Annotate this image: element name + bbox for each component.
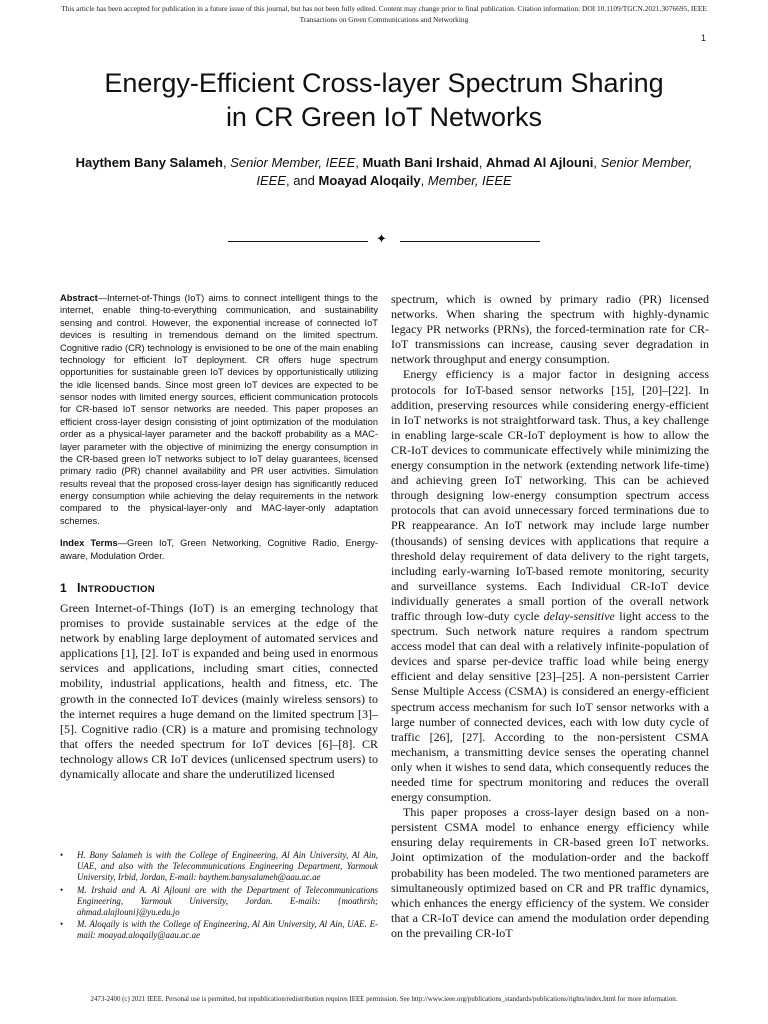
index-terms-text: —Green IoT, Green Networking, Cognitive Radio, Energy-aware, Modulation Order.	[60, 538, 378, 561]
author-footnotes	[60, 850, 378, 943]
section-heading-introduction	[60, 581, 378, 595]
footnote-item	[60, 885, 378, 919]
footnote-item	[60, 850, 378, 884]
title-divider	[228, 232, 540, 248]
footnote-text: M. Irshaid and A. Al Ajlouni are with the Department of Telecommunications Engineering, Yarmouk University, Jordan. E-mails: {moathrsh; ahmad.alajlouni}@yu.edu.jo	[77, 884, 378, 918]
divider-line-right	[400, 241, 540, 242]
intro-paragraph-1: Green Internet-of-Things (IoT) is an emerging technology that promises to provide sustainable services at the edge of the network by enabling large deployment of automated services and applications [1], [2]. IoT is expanded and being used in enormous services and applications, including smart cities, connected mobility, industrial applications, health and fitness, etc. The growth in the connected IoT devices (mainly wireless sensors) to the internet requires a huge demand on the limited spectrum [3]–[5]. Cognitive radio (CR) is a mature and promising technology that offers the needed spectrum for IoT devices [6]–[8]. CR technology allows CR IoT devices (unlicensed spectrum users) to dynamically allocate and share the underutilized licensed	[60, 600, 378, 781]
journal-notice	[0, 4, 768, 25]
index-terms	[60, 537, 378, 562]
author-name: Muath Bani Irshaid	[362, 155, 479, 170]
section-number: 1	[60, 580, 67, 595]
journal-notice-line2: Transactions on Green Communications and Networking	[299, 14, 469, 24]
paragraph-text: light access to the spectrum. Such network nature requires a random spectrum access model that can deal with a relatively infinite-population of devices and sparse per-device traffic load while being energy efficient and delay sensitive [23]–[25]. A non-persistent Carrier Sense Multiple Access (CSMA) is considered an energy-efficient spectrum access mechanism for such IoT sensor networks with a large number of connected devices, each with low duty cycle of traffic [26], [27]. According to the non-persistent CSMA mechanism, a transmitting device senses the operating channel only when it wishes to send data, which consequently reduces the needed time for spectrum monitoring and reduces the overall energy consumption.	[391, 608, 709, 805]
footnote-text: M. Aloqaily is with the College of Engineering, Al Ain University, Al Ain, UAE. E-mail: moayad.aloqaily@aau.ac.ae	[77, 919, 378, 941]
author-role: Member, IEEE	[427, 173, 512, 188]
divider-line-left	[228, 241, 368, 242]
footnote-item	[60, 919, 378, 941]
paper-title-line2: in CR Green IoT Networks	[225, 102, 543, 132]
author-name: Haythem Bany Salameh	[75, 155, 224, 170]
section-title-initial: I	[76, 580, 81, 595]
author-role: Senior Member, IEEE	[230, 155, 356, 170]
author-name: Moayad Aloqaily	[318, 173, 421, 188]
journal-notice-line1: This article has been accepted for publication in a future issue of this journal, but has not been fully edited. Content may change prior to final publication. Citation information: DOI 10.1109/TGCN.2021.3076695, IEEE	[61, 4, 707, 13]
author-conjunction: and	[293, 173, 315, 188]
bullet-icon: •	[60, 884, 64, 895]
paper-title	[40, 66, 728, 134]
bullet-icon: •	[60, 919, 64, 930]
footnote-text: H. Bany Salameh is with the College of Engineering, Al Ain University, Al Ain, UAE, and also with the Telecommunications Engineering Department, Yarmouk University, Irbid, Jordan, E-mail: haythem.banysalameh@aau.ac.ae	[77, 850, 378, 883]
copyright-footer: 2473-2400 (c) 2021 IEEE. Personal use is permitted, but republication/redistribution requires IEEE permission. See http://www.ieee.org/publications_standards/publications/rights/index.html for more information.	[90, 996, 678, 1003]
divider-star-icon: ✦	[376, 232, 387, 247]
bullet-icon: •	[60, 850, 64, 860]
author-name: Ahmad Al Ajlouni	[486, 155, 594, 170]
left-column	[60, 292, 378, 782]
abstract-heading: Abstract	[60, 293, 98, 303]
intro-paragraph-continued: spectrum, which is owned by primary radio (PR) licensed networks. When sharing the spectrum with highly-dynamic legacy PR networks (PRNs), the forced-termination rate for CR-IoT transmissions can increase, causing sever degradation in network throughput and energy consumption.	[391, 292, 709, 367]
paper-title-line1: Energy-Efficient Cross-layer Spectrum Sharing	[104, 68, 664, 98]
intro-paragraph-energy-efficiency	[391, 367, 709, 805]
intro-paragraph-proposal: This paper proposes a cross-layer design based on a non-persistent CSMA model to enhance energy efficiency while ensuring delay requirements in CR-based green IoT networks. Joint optimization of the modulation-order and the backoff probability has been modeled. The two mentioned parameters are simultaneously optimized based on CR and PR traffic dynamics, which enhances the energy efficiency of the system. We consider that a CR-IoT device can amend the modulation order depending on the prevailing CR-IoT	[391, 805, 709, 940]
paragraph-text: Energy efficiency is a major factor in designing access protocols for IoT-based sensor networks [15], [20]–[22]. In addition, preserving resources while considering energy-efficient in IoT networks is not straightforward task. Thus, a key challenge in enabling large-scale CR-IoT deployment is how to allow the CR-IoT devices to communicate effectively while minimizing the energy consumption in the network (extending network life-time) and achieving green IoT networking. This can be achieved through designing low-energy consumption spectrum access protocols that can avoid unnecessary forced terminations due to PR reappearance. An IoT network may include large number (thousands) of sensing devices with applications that require a threshold delay requirement of data delivery to the right targets, including early-warning IoT-based remote monitoring, security and surveillance systems. Each Individual CR-IoT device individually generates a small portion of the overall network traffic through low-duty cycle	[391, 367, 709, 623]
author-list: Haythem Bany Salameh, Senior Member, IEEE, Muath Bani Irshaid, Ahmad Al Ajlouni, Senior Member, IEEE, and Moayad Aloqaily, Member, IEEE	[75, 155, 693, 188]
emphasis-text: delay-sensitive	[543, 608, 615, 623]
right-column	[391, 292, 709, 941]
section-title-rest: NTRODUCTION	[80, 583, 155, 595]
page-number: 1	[700, 33, 706, 43]
index-terms-heading: Index Terms	[60, 538, 118, 549]
abstract	[60, 292, 378, 527]
abstract-text: —Internet-of-Things (IoT) aims to connect intelligent things to the internet, enable thing-to-everything communication, and sustainability sensing and control. However, the exponential increase of connected IoT devices is resulting in tremendous demand on the limited spectrum. Cognitive radio (CR) technology is envisioned to be one of the main enabling technology for efficient IoT deployment. CR offers huge spectrum opportunities for sustainable green IoT devices by opportunistically utilizing the idle licensed bands. Since most green IoT devices are expected to be sensor nodes with limited energy sources, efficient communication protocols for CR-based IoT sensor networks are needed. This paper proposes an efficient cross-layer design consisting of joint optimization of the modulation order as a physical-layer parameter and the backoff probability as a MAC-layer parameter with the objective of minimizing the energy consumption in the CR-based green IoT networks subject to IoT delay guarantees, licensed primary radio (PR) channel availability and PR user activities. Simulation results reveal that the proposed cross-layer design has significantly reduced energy consumption while achieving the delay requirements in the network compared to the physical-layer-only and MAC-layer-only adaptation schemes.	[60, 293, 378, 526]
author-role: Senior Member, IEEE	[256, 155, 693, 188]
